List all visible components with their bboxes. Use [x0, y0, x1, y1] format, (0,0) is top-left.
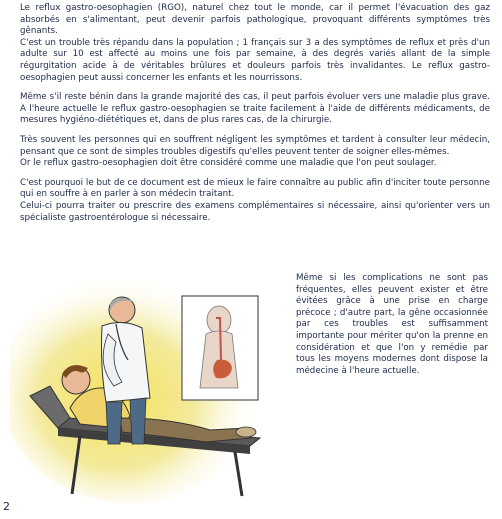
paragraph-5b: Celui-ci pourra traiter ou prescrire des examens complémentaires si nécessaire, ainsi qu'orienter vers un spécialiste gastroentérologue si nécessaire.	[20, 200, 490, 223]
paragraph-5: C'est pourquoi le but de ce document est de mieux le faire connaître au public afin d'inciter toute personne qui en souffre à en parler à son médecin traitant.	[20, 177, 490, 200]
paragraph-2: C'est un trouble très répandu dans la population ; 1 français sur 3 a des symptômes de reflux et près d'un adulte sur 10 est affecté au moins une fois par semaine, à des degrés variés allant de la simple régurgitation acide à de véritables brûlures et douleurs parfois très invalidantes. Le reflux gastro-oesophagien peut aussi concerner les enfants et les nourrissons.	[20, 37, 490, 83]
paragraph-1: Le reflux gastro-oesophagien (RGO), naturel chez tout le monde, car il permet l'évacuation des gaz absorbés en s'alimentant, peut devenir parfois pathologique, provoquant différents symptômes très gênants.	[20, 3, 490, 37]
intro-text	[20, 3, 490, 232]
complications-text: Même si les complications ne sont pas fréquentes, elles peuvent exister et être évitées grâce à une prise en charge précoce ; d'autre part, la gêne occasionnée par ces troubles est suffisamment importante pour mériter qu'on la prenne en considération et que l'on y remédie par tous les moyens modernes dont dispose la médecine à l'heure actuelle.	[296, 273, 488, 376]
anatomy-poster	[182, 296, 258, 400]
page-number: 2	[3, 500, 10, 513]
paragraph-3: Même s'il reste bénin dans la grande majorité des cas, il peut parfois évoluer vers une maladie plus grave. A l'heure actuelle le reflux gastro-oesophagien se traite facilement à l'aide de différents médicaments, de mesures hygiéno-diététiques et, dans de plus rares cas, de la chirurgie.	[20, 92, 490, 126]
doctor-patient-illustration	[10, 268, 300, 504]
paragraph-4: Très souvent les personnes qui en souffrent négligent les symptômes et tardent à consulter leur médecin, pensant que ce sont de simples troubles digestifs qu'elles peuvent tenter de soigner elles-mêmes.	[20, 134, 490, 157]
paragraph-4b: Or le reflux gastro-oesophagien doit être considéré comme une maladie que l'on peut soulager.	[20, 158, 437, 169]
